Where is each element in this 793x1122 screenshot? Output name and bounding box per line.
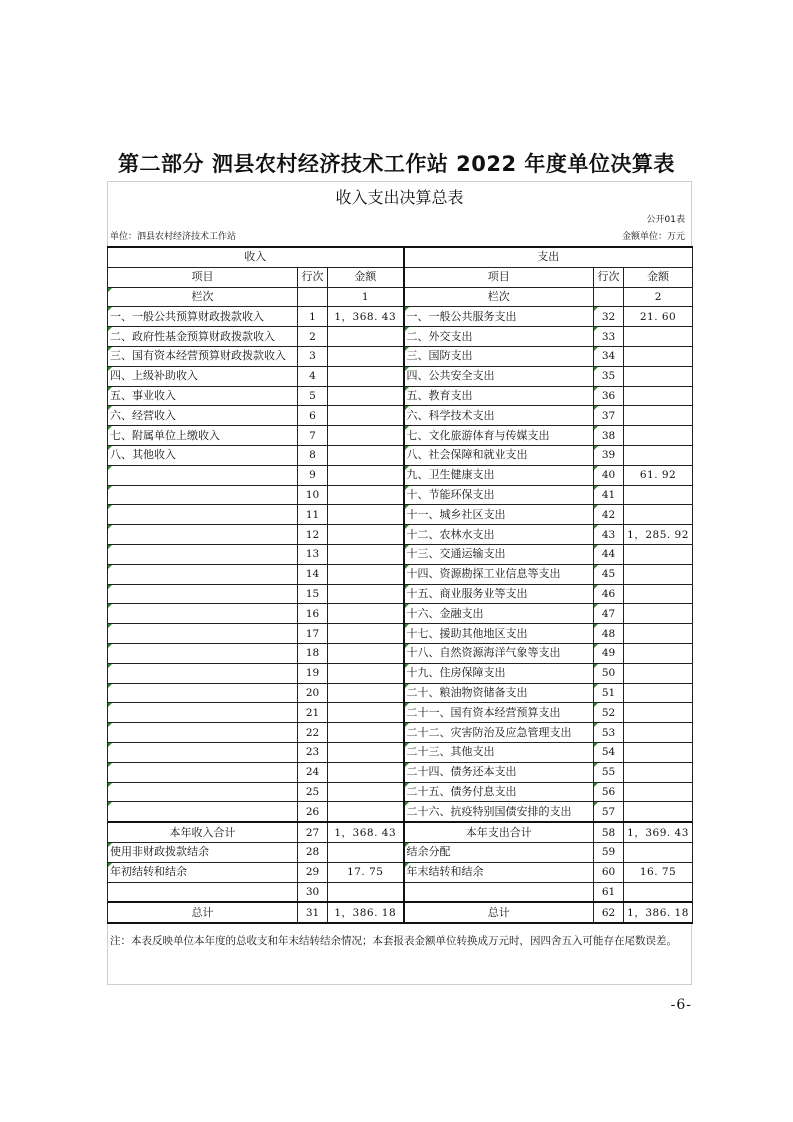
expense-line-no: 35: [594, 366, 624, 386]
grand-total-expense-amount: 1，386. 18: [624, 902, 693, 923]
expense-item: 十五、商业服务业等支出: [404, 584, 594, 604]
expense-item: 十四、资源勘探工业信息等支出: [404, 564, 594, 584]
expense-amount: 21. 60: [624, 307, 693, 327]
income-amount-header: 金额: [328, 267, 404, 287]
annual-total-row: [108, 822, 693, 842]
carry-out-label: 年末结转和结余: [404, 862, 594, 882]
blank-expense-amount: [624, 882, 693, 902]
expense-line-header: 行次: [594, 267, 624, 287]
table-row: [108, 564, 693, 584]
expense-amount: [624, 762, 693, 782]
expense-total-label: 本年支出合计: [404, 822, 594, 842]
expense-line-no: 45: [594, 564, 624, 584]
expense-amount: [624, 485, 693, 505]
expense-line-no: 55: [594, 762, 624, 782]
income-item: 七、附属单位上缴收入: [108, 426, 298, 446]
income-item: [108, 525, 298, 545]
income-line-no: 3: [298, 346, 328, 366]
expense-line-no: 53: [594, 723, 624, 743]
income-line-no: 7: [298, 426, 328, 446]
income-expense-table: [107, 246, 693, 924]
expense-item: 十六、金融支出: [404, 604, 594, 624]
grand-total-income-no: 31: [298, 902, 328, 923]
table-row: [108, 445, 693, 465]
income-item: [108, 762, 298, 782]
income-amount: [328, 802, 404, 822]
income-line-no: 11: [298, 505, 328, 525]
income-item: [108, 703, 298, 723]
expense-amount: [624, 544, 693, 564]
table-row: [108, 762, 693, 782]
expense-amount: [624, 426, 693, 446]
income-item: 二、政府性基金预算财政拨款收入: [108, 327, 298, 347]
expense-total-no: 58: [594, 822, 624, 842]
income-line-no: 15: [298, 584, 328, 604]
income-amount: [328, 643, 404, 663]
expense-item: 五、教育支出: [404, 386, 594, 406]
expense-amount: 1，285. 92: [624, 525, 693, 545]
expense-line-no: 38: [594, 426, 624, 446]
expense-amount: [624, 584, 693, 604]
table-row: [108, 525, 693, 545]
income-amount: [328, 366, 404, 386]
income-item: 八、其他收入: [108, 445, 298, 465]
carryover-row: [108, 862, 693, 882]
expense-item: 二十六、抗疫特别国债安排的支出: [404, 802, 594, 822]
income-index-blank: [298, 287, 328, 307]
expense-amount: [624, 624, 693, 644]
income-amount: [328, 683, 404, 703]
table-row: [108, 643, 693, 663]
income-item: 三、国有资本经营预算财政拨款收入: [108, 346, 298, 366]
income-item: [108, 802, 298, 822]
income-amount: [328, 564, 404, 584]
expense-item: 六、科学技术支出: [404, 406, 594, 426]
expense-amount: [624, 505, 693, 525]
summary-sheet: [107, 181, 692, 985]
carry-in-label: 年初结转和结余: [108, 862, 298, 882]
expense-amount: [624, 663, 693, 683]
expense-item: 十、节能环保支出: [404, 485, 594, 505]
expense-item: 七、文化旅游体育与传媒支出: [404, 426, 594, 446]
income-amount: [328, 663, 404, 683]
income-line-no: 13: [298, 544, 328, 564]
column-index-row: [108, 287, 693, 307]
income-amount: [328, 386, 404, 406]
carry-in-amount: 17. 75: [328, 862, 404, 882]
table-row: [108, 683, 693, 703]
income-line-no: 16: [298, 604, 328, 624]
income-amount: [328, 703, 404, 723]
income-item: [108, 604, 298, 624]
income-amount: [328, 742, 404, 762]
blank-income-no: 30: [298, 882, 328, 902]
expense-amount: [624, 386, 693, 406]
table-row: [108, 802, 693, 822]
section-header-row: [108, 247, 693, 267]
expense-line-no: 54: [594, 742, 624, 762]
expense-item: 二十四、债务还本支出: [404, 762, 594, 782]
table-row: [108, 663, 693, 683]
expense-item: 二十三、其他支出: [404, 742, 594, 762]
expense-line-no: 42: [594, 505, 624, 525]
expense-line-no: 49: [594, 643, 624, 663]
expense-total-amount: 1，369. 43: [624, 822, 693, 842]
income-item: [108, 505, 298, 525]
income-total-amount: 1，368. 43: [328, 822, 404, 842]
income-total-label: 本年收入合计: [108, 822, 298, 842]
income-amount: [328, 762, 404, 782]
income-index-label: 栏次: [108, 287, 298, 307]
income-line-header: 行次: [298, 267, 328, 287]
income-item: [108, 643, 298, 663]
column-header-row: [108, 267, 693, 287]
expense-line-no: 34: [594, 346, 624, 366]
expense-index-blank: [594, 287, 624, 307]
income-item: [108, 742, 298, 762]
income-item: [108, 564, 298, 584]
expense-line-no: 44: [594, 544, 624, 564]
table-row: [108, 346, 693, 366]
income-amount: 1，368. 43: [328, 307, 404, 327]
expense-item: 三、国防支出: [404, 346, 594, 366]
blank-income-item: [108, 882, 298, 902]
income-amount: [328, 723, 404, 743]
income-line-no: 10: [298, 485, 328, 505]
income-item: 一、一般公共预算财政拨款收入: [108, 307, 298, 327]
table-row: [108, 426, 693, 446]
income-item: 五、事业收入: [108, 386, 298, 406]
income-item: [108, 624, 298, 644]
table-row: [108, 782, 693, 802]
expense-amount: 61. 92: [624, 465, 693, 485]
nonfiscal-label: 使用非财政拨款结余: [108, 842, 298, 862]
income-item: [108, 782, 298, 802]
income-line-no: 1: [298, 307, 328, 327]
expense-amount: [624, 643, 693, 663]
income-amount: [328, 465, 404, 485]
income-item: [108, 663, 298, 683]
income-item: [108, 544, 298, 564]
expense-amount: [624, 366, 693, 386]
table-row: [108, 366, 693, 386]
expense-item: 二、外交支出: [404, 327, 594, 347]
form-code: 公开01表: [646, 215, 685, 225]
table-row: [108, 624, 693, 644]
expense-amount: [624, 782, 693, 802]
income-line-no: 25: [298, 782, 328, 802]
blank-expense-item: [404, 882, 594, 902]
expense-line-no: 50: [594, 663, 624, 683]
income-amount: [328, 782, 404, 802]
page-number: -6-: [670, 997, 692, 1013]
blank-income-amount: [328, 882, 404, 902]
expense-item: 一、一般公共服务支出: [404, 307, 594, 327]
income-item: [108, 465, 298, 485]
income-amount: [328, 327, 404, 347]
expense-line-no: 47: [594, 604, 624, 624]
expense-item: 十七、援助其他地区支出: [404, 624, 594, 644]
income-amount: [328, 426, 404, 446]
expense-item: 十三、交通运输支出: [404, 544, 594, 564]
income-item-header: 项目: [108, 267, 298, 287]
table-row: [108, 505, 693, 525]
blank-summary-row: [108, 882, 693, 902]
expense-amount: [624, 742, 693, 762]
expense-col-no: 2: [624, 287, 693, 307]
income-amount: [328, 544, 404, 564]
expense-item: 二十二、灾害防治及应急管理支出: [404, 723, 594, 743]
table-row: [108, 307, 693, 327]
income-line-no: 12: [298, 525, 328, 545]
income-amount: [328, 346, 404, 366]
expense-amount: [624, 683, 693, 703]
income-line-no: 18: [298, 643, 328, 663]
carry-in-no: 29: [298, 862, 328, 882]
income-item: [108, 683, 298, 703]
form-code-row: [107, 212, 692, 229]
income-amount: [328, 406, 404, 426]
income-item: [108, 485, 298, 505]
expense-amount: [624, 703, 693, 723]
expense-line-no: 32: [594, 307, 624, 327]
income-line-no: 17: [298, 624, 328, 644]
expense-amount: [624, 445, 693, 465]
expense-item: 八、社会保障和就业支出: [404, 445, 594, 465]
expense-index-label: 栏次: [404, 287, 594, 307]
unit-label: 单位：泗县农村经济技术工作站: [110, 232, 237, 242]
income-line-no: 21: [298, 703, 328, 723]
expense-item-header: 项目: [404, 267, 594, 287]
table-row: [108, 604, 693, 624]
expense-line-no: 56: [594, 782, 624, 802]
income-item: 四、上级补助收入: [108, 366, 298, 386]
expense-item: 十九、住房保障支出: [404, 663, 594, 683]
expense-header: 支出: [404, 247, 693, 267]
distribution-no: 59: [594, 842, 624, 862]
expense-item: 四、公共安全支出: [404, 366, 594, 386]
income-item: 六、经营收入: [108, 406, 298, 426]
income-line-no: 4: [298, 366, 328, 386]
carry-out-no: 60: [594, 862, 624, 882]
expense-line-no: 40: [594, 465, 624, 485]
income-amount: [328, 624, 404, 644]
grand-total-row: [108, 902, 693, 923]
income-line-no: 2: [298, 327, 328, 347]
expense-item: 十八、自然资源海洋气象等支出: [404, 643, 594, 663]
expense-amount: [624, 406, 693, 426]
expense-amount: [624, 723, 693, 743]
income-line-no: 9: [298, 465, 328, 485]
income-line-no: 24: [298, 762, 328, 782]
expense-item: 九、卫生健康支出: [404, 465, 594, 485]
income-amount: [328, 604, 404, 624]
expense-line-no: 43: [594, 525, 624, 545]
table-row: [108, 465, 693, 485]
income-total-no: 27: [298, 822, 328, 842]
income-line-no: 26: [298, 802, 328, 822]
table-row: [108, 485, 693, 505]
expense-line-no: 33: [594, 327, 624, 347]
distribution-amount: [624, 842, 693, 862]
distribution-label: 结余分配: [404, 842, 594, 862]
table-row: [108, 406, 693, 426]
expense-line-no: 37: [594, 406, 624, 426]
grand-total-income-amount: 1，386. 18: [328, 902, 404, 923]
sheet-title: 收入支出决算总表: [107, 181, 692, 212]
expense-amount: [624, 564, 693, 584]
nonfiscal-no: 28: [298, 842, 328, 862]
carry-out-amount: 16. 75: [624, 862, 693, 882]
expense-item: 二十一、国有资本经营预算支出: [404, 703, 594, 723]
income-line-no: 6: [298, 406, 328, 426]
table-row: [108, 584, 693, 604]
income-item: [108, 723, 298, 743]
expense-line-no: 51: [594, 683, 624, 703]
table-row: [108, 327, 693, 347]
expense-amount: [624, 802, 693, 822]
expense-line-no: 52: [594, 703, 624, 723]
amount-unit: 金额单位：万元: [621, 232, 685, 242]
income-amount: [328, 485, 404, 505]
income-line-no: 8: [298, 445, 328, 465]
grand-total-income-label: 总计: [108, 902, 298, 923]
expense-item: 二十五、债务付息支出: [404, 782, 594, 802]
expense-line-no: 48: [594, 624, 624, 644]
income-item: [108, 584, 298, 604]
income-line-no: 19: [298, 663, 328, 683]
expense-item: 二十、粮油物资储备支出: [404, 683, 594, 703]
expense-amount: [624, 327, 693, 347]
income-line-no: 5: [298, 386, 328, 406]
table-note: 注：本表反映单位本年度的总收支和年末结转结余情况；本套报表金额单位转换成万元时，因四舍五入可能存在尾数误差。: [107, 924, 692, 985]
nonfiscal-row: [108, 842, 693, 862]
table-row: [108, 742, 693, 762]
income-amount: [328, 505, 404, 525]
income-col-no: 1: [328, 287, 404, 307]
expense-item: 十二、农林水支出: [404, 525, 594, 545]
unit-row: [107, 229, 692, 246]
income-line-no: 20: [298, 683, 328, 703]
income-header: 收入: [108, 247, 404, 267]
expense-amount-header: 金额: [624, 267, 693, 287]
income-amount: [328, 445, 404, 465]
grand-total-expense-no: 62: [594, 902, 624, 923]
expense-item: 十一、城乡社区支出: [404, 505, 594, 525]
expense-line-no: 39: [594, 445, 624, 465]
expense-line-no: 46: [594, 584, 624, 604]
expense-amount: [624, 604, 693, 624]
income-line-no: 14: [298, 564, 328, 584]
blank-expense-no: 61: [594, 882, 624, 902]
income-line-no: 23: [298, 742, 328, 762]
expense-amount: [624, 346, 693, 366]
nonfiscal-amount: [328, 842, 404, 862]
table-row: [108, 723, 693, 743]
grand-total-expense-label: 总计: [404, 902, 594, 923]
expense-line-no: 41: [594, 485, 624, 505]
table-row: [108, 703, 693, 723]
page-title: 第二部分 泗县农村经济技术工作站 2022 年度单位决算表: [118, 152, 675, 176]
income-amount: [328, 525, 404, 545]
expense-line-no: 36: [594, 386, 624, 406]
income-amount: [328, 584, 404, 604]
income-line-no: 22: [298, 723, 328, 743]
table-row: [108, 544, 693, 564]
table-row: [108, 386, 693, 406]
expense-line-no: 57: [594, 802, 624, 822]
